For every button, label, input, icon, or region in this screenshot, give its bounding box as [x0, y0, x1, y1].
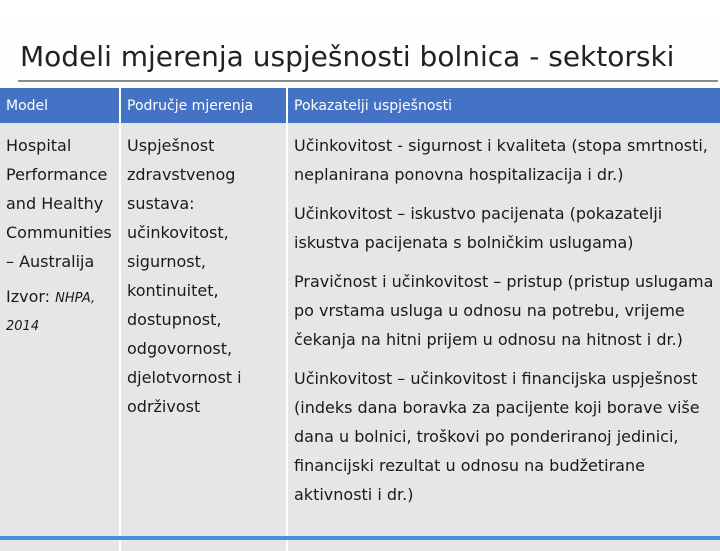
area-line: zdravstvenog — [127, 165, 236, 184]
area-line: dostupnost, — [127, 310, 222, 329]
area-line: Uspješnost — [127, 136, 215, 155]
model-line: Communities — [6, 223, 112, 242]
area-line: kontinuitet, — [127, 281, 219, 300]
model-line: Performance — [6, 165, 108, 184]
bottom-accent-bar — [0, 536, 720, 540]
area-line: sigurnost, — [127, 252, 206, 271]
page-title: Modeli mjerenja uspješnosti bolnica - sektorski — [20, 40, 675, 73]
area-cell — [120, 123, 287, 551]
indicator-item: Učinkovitost – učinkovitost i financijska uspješnost (indeks dana boravka za pacijente koji borave više dana u bolnici, troškovi po ponderiranoj jedinici, financijski rezultat u odnosu na budžetirane aktivnosti i dr.) — [294, 369, 700, 504]
model-line: and Healthy — [6, 194, 104, 213]
source-note — [6, 284, 113, 340]
model-line: – Australija — [6, 252, 95, 271]
area-line: učinkovitost, — [127, 223, 229, 242]
header-area: Područje mjerenja — [120, 88, 287, 123]
model-line: Hospital — [6, 136, 72, 155]
models-table — [0, 88, 720, 551]
model-cell — [0, 123, 120, 551]
indicator-item: Učinkovitost – iskustvo pacijenata (pokazatelji iskustva pacijenata s bolničkim uslugama) — [294, 204, 663, 252]
indicators-cell — [287, 123, 720, 551]
source-year: 2014 — [6, 319, 40, 334]
indicator-item: Pravičnost i učinkovitost – pristup (pristup uslugama po vrstama usluga u odnosu na potrebu, vrijeme čekanja na hitni prijem u odnosu na hitnost i dr.) — [294, 272, 714, 349]
area-line: održivost — [127, 397, 201, 416]
header-indicators: Pokazatelji uspješnosti — [287, 88, 720, 123]
area-line: sustava: — [127, 194, 195, 213]
table-row — [0, 123, 720, 551]
title-divider — [18, 80, 718, 82]
indicator-item: Učinkovitost - sigurnost i kvaliteta (stopa smrtnosti, neplanirana ponovna hospitalizacija i dr.) — [294, 136, 708, 184]
table-header-row — [0, 88, 720, 123]
source-label: Izvor: — [6, 287, 51, 306]
header-model: Model — [0, 88, 120, 123]
source-ref: NHPA, — [55, 291, 96, 306]
area-line: djelotvornost i — [127, 368, 242, 387]
area-line: odgovornost, — [127, 339, 233, 358]
